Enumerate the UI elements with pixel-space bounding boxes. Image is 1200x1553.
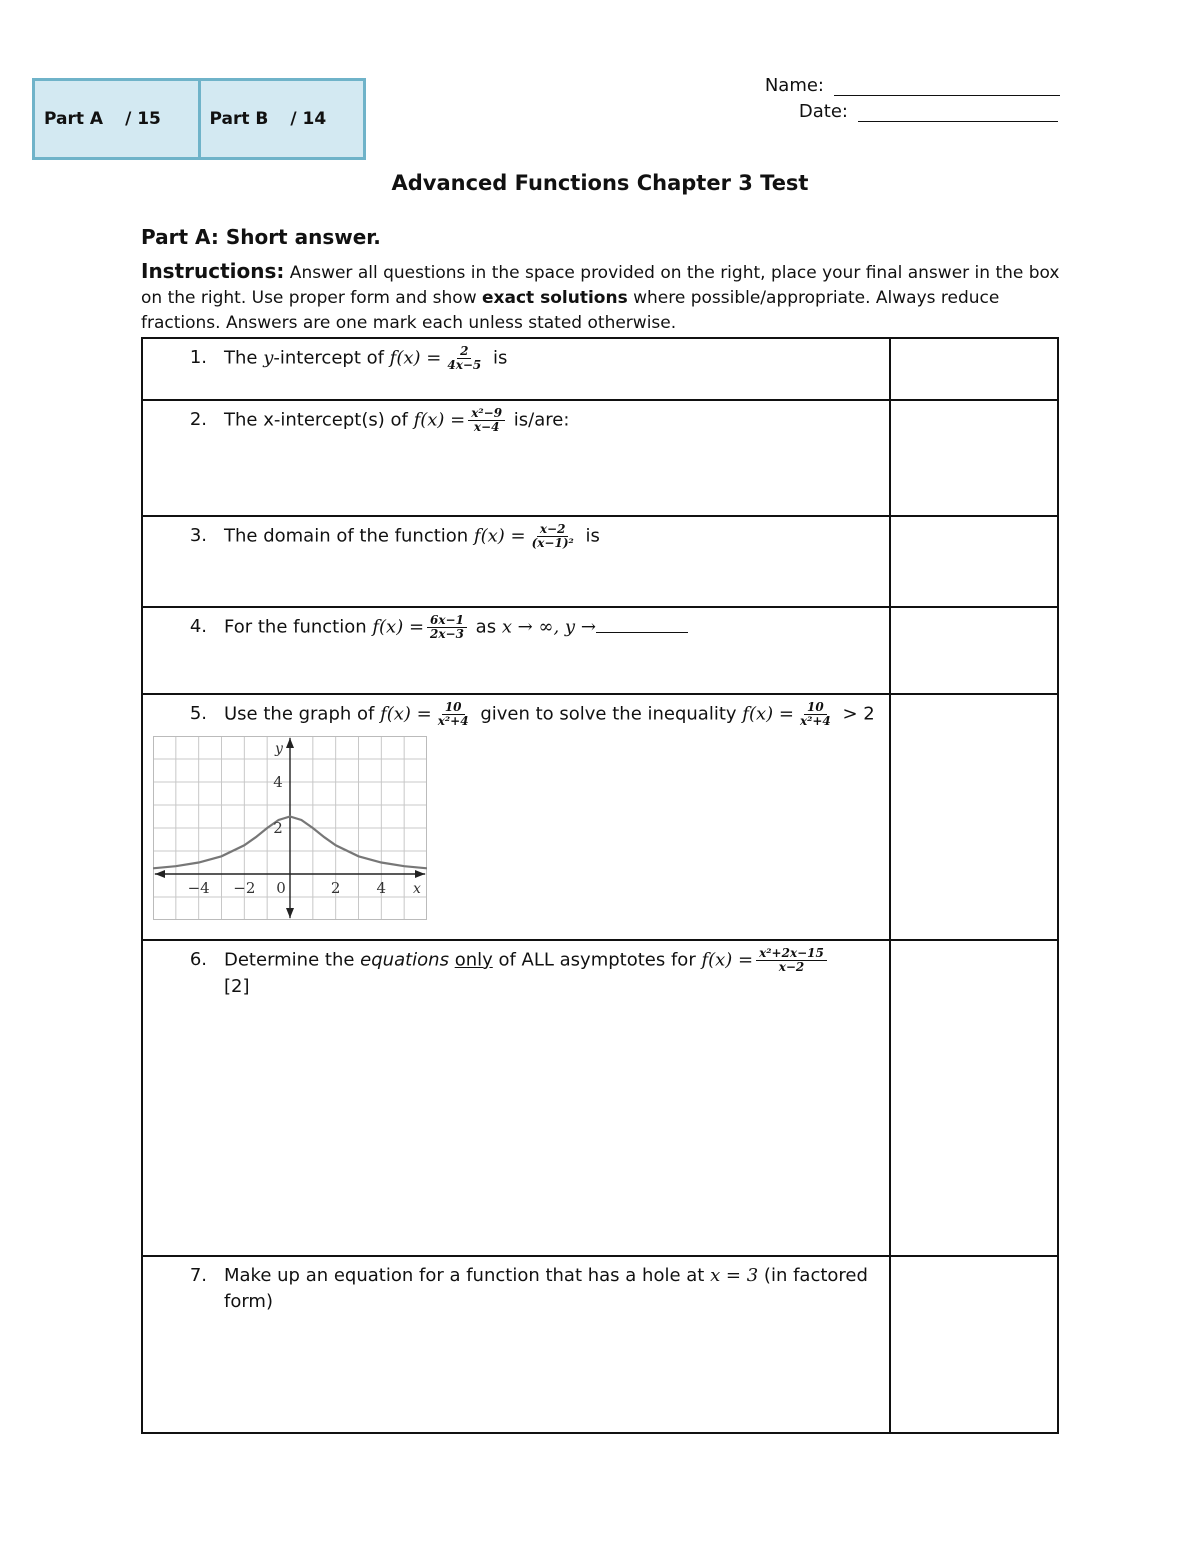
q2-frac-den: x−4 — [473, 420, 500, 434]
q5-fx2: f(x) = — [742, 703, 794, 725]
q2-fx: f(x) = — [413, 409, 466, 431]
q2-fraction — [468, 407, 505, 434]
question-row-6 — [142, 940, 1058, 1256]
question-text — [224, 614, 889, 641]
q4-limit: x → ∞, y → — [501, 616, 596, 638]
q4-mid: as — [469, 616, 502, 638]
answer-box-7[interactable] — [890, 1256, 1058, 1433]
q1-frac-num: 2 — [457, 345, 471, 359]
x-tick-label: 0 — [276, 879, 286, 897]
date-field[interactable] — [858, 103, 1058, 122]
q6-fx: f(x) = — [701, 949, 754, 971]
question-text — [224, 701, 889, 728]
part-b-label: Part B — [209, 109, 269, 129]
y-axis-arrow-down — [286, 908, 294, 918]
question-text — [224, 523, 889, 550]
q6-underline: only — [454, 949, 493, 971]
question-cell-1 — [142, 338, 890, 400]
q4-fraction — [427, 614, 467, 641]
y-axis-label: y — [275, 741, 283, 757]
function-graph — [153, 736, 889, 924]
section-title: Part A: Short answer. — [141, 225, 381, 249]
question-number: 5. — [189, 703, 207, 724]
question-text — [224, 407, 889, 434]
y-tick-label: 4 — [273, 773, 283, 791]
q3-fx: f(x) = — [473, 525, 526, 547]
q6-pre: Determine the — [224, 949, 361, 971]
question-number: 3. — [189, 525, 207, 546]
q1-fx: f(x) = — [389, 347, 442, 369]
question-cell-2 — [142, 400, 890, 516]
q5-pre: Use the graph of — [224, 703, 381, 725]
question-cell-5 — [142, 694, 890, 940]
q2-post: is/are: — [508, 409, 570, 431]
part-b-mark-cell — [198, 81, 364, 157]
q5-frac2-den: x²+4 — [799, 714, 831, 728]
answer-box-6[interactable] — [890, 940, 1058, 1256]
q5-mid: given to solve the inequality — [474, 703, 743, 725]
question-number: 7. — [189, 1265, 207, 1286]
q6-fraction — [756, 947, 827, 974]
q3-frac-den: (x−1)² — [531, 536, 574, 550]
q7-pre: Make up an equation for a function that has a hole at — [224, 1265, 711, 1286]
q3-fraction — [529, 523, 577, 550]
q1-pre: The — [224, 347, 264, 369]
question-row-5 — [142, 694, 1058, 940]
part-a-total: / 15 — [125, 109, 161, 129]
question-row-7 — [142, 1256, 1058, 1433]
answer-box-3[interactable] — [890, 516, 1058, 607]
question-number: 6. — [189, 949, 207, 970]
x-tick-label: 4 — [376, 879, 387, 897]
question-row-1 — [142, 338, 1058, 400]
answer-box-5[interactable] — [890, 694, 1058, 940]
part-a-mark-cell — [35, 81, 198, 157]
q1-mid: -intercept of — [273, 347, 390, 369]
question-number: 4. — [189, 616, 207, 637]
q1-frac-den: 4x−5 — [447, 358, 482, 372]
q4-frac-den: 2x−3 — [430, 627, 464, 641]
part-b-total: / 14 — [290, 109, 327, 129]
q6-mid: of ALL asymptotes for — [492, 949, 702, 971]
question-table — [141, 337, 1059, 1434]
question-text — [224, 345, 889, 372]
question-row-2 — [142, 400, 1058, 516]
q6-frac-num: x²+2x−15 — [756, 947, 827, 961]
instructions — [141, 259, 1061, 336]
date-row — [760, 96, 1060, 122]
q5-fx: f(x) = — [380, 703, 432, 725]
name-field[interactable] — [834, 77, 1060, 96]
q7-eq: x = 3 — [710, 1265, 759, 1286]
q3-post: is — [579, 525, 600, 547]
q3-frac-num: x−2 — [537, 523, 569, 537]
q1-var: y — [263, 347, 274, 369]
question-row-4 — [142, 607, 1058, 694]
q4-fx: f(x) = — [372, 616, 425, 638]
q5-fraction-2 — [797, 701, 834, 728]
question-cell-6 — [142, 940, 890, 1256]
q1-fraction — [444, 345, 484, 372]
instructions-text-1: Answer all questions in the space provided on the right, place your final answer in the box on the right. Use proper form and show — [141, 263, 1060, 308]
x-axis-arrow-left — [155, 870, 165, 878]
q5-post: > 2 — [836, 703, 875, 725]
name-row — [760, 70, 1060, 96]
page-title: Advanced Functions Chapter 3 Test — [391, 171, 809, 195]
question-text — [224, 947, 889, 1000]
q4-answer-blank[interactable] — [596, 616, 688, 633]
q4-pre: For the function — [224, 616, 373, 638]
graph-svg — [153, 736, 427, 920]
marks-summary-box — [32, 78, 366, 160]
q5-frac2-num: 10 — [804, 701, 827, 715]
question-row-3 — [142, 516, 1058, 607]
answer-box-1[interactable] — [890, 338, 1058, 400]
q6-em: equations — [360, 949, 449, 971]
instructions-bold: exact solutions — [482, 288, 628, 308]
question-number: 1. — [189, 347, 207, 368]
q5-fraction — [435, 701, 472, 728]
q1-post: is — [487, 347, 508, 369]
question-cell-3 — [142, 516, 890, 607]
instructions-text-2: where possible/appropriate. Always reduce fractions. Answers are one mark each unless stated otherwise. — [141, 288, 1000, 333]
x-tick-label: 2 — [330, 879, 341, 897]
q6-marks: [2] — [224, 976, 250, 997]
x-axis-label: x — [413, 881, 421, 897]
q7-post: (in factored form) — [224, 1265, 868, 1312]
student-info — [760, 70, 1060, 122]
q2-frac-num: x²−9 — [468, 407, 505, 421]
q5-frac-num: 10 — [442, 701, 465, 715]
instructions-lead: Instructions: — [141, 259, 285, 283]
q3-pre: The domain of the function — [224, 525, 474, 547]
part-a-label: Part A — [44, 109, 104, 129]
answer-box-4[interactable] — [890, 607, 1058, 694]
date-label: Date: — [798, 101, 848, 122]
question-cell-7 — [142, 1256, 890, 1433]
y-tick-label: 2 — [273, 819, 283, 837]
x-axis-arrow-right — [415, 870, 425, 878]
q2-pre: The x-intercept(s) of — [224, 409, 414, 431]
question-text — [224, 1263, 889, 1315]
x-tick-label: −4 — [187, 879, 210, 897]
name-label: Name: — [764, 75, 824, 96]
question-cell-4 — [142, 607, 890, 694]
q5-frac-den: x²+4 — [437, 714, 469, 728]
q6-frac-den: x−2 — [778, 960, 805, 974]
y-axis-arrow-up — [286, 738, 294, 748]
q4-frac-num: 6x−1 — [427, 614, 467, 628]
x-tick-label: −2 — [233, 879, 256, 897]
question-number: 2. — [189, 409, 207, 430]
answer-box-2[interactable] — [890, 400, 1058, 516]
